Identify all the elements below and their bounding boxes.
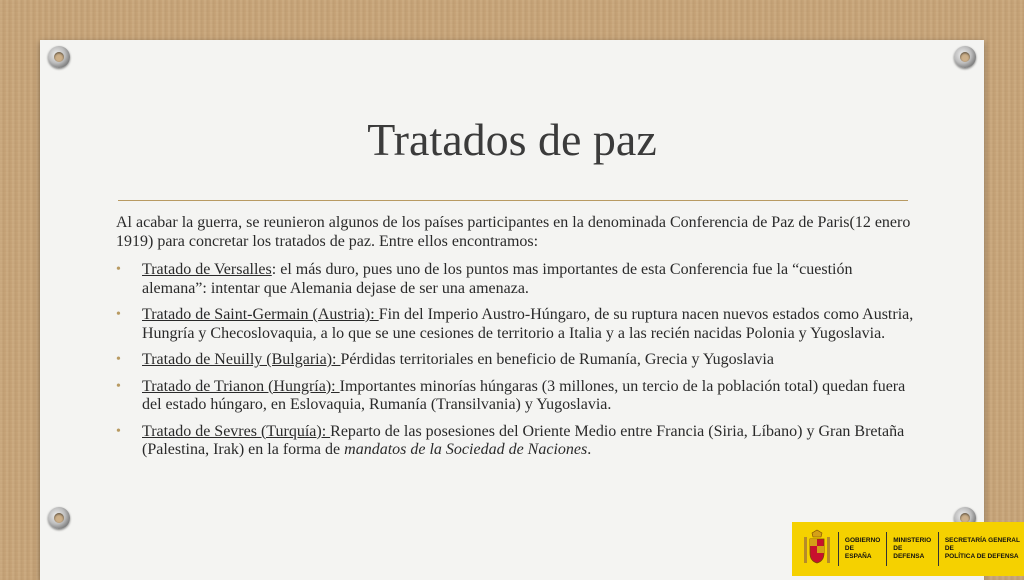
slide-body bbox=[116, 214, 916, 468]
slide-title: Tratados de paz bbox=[367, 114, 657, 165]
treaty-name: Tratado de Saint-Germain (Austria): bbox=[142, 306, 379, 323]
list-item bbox=[116, 306, 916, 343]
coat-of-arms-icon bbox=[802, 529, 832, 569]
bullet-icon: • bbox=[116, 423, 121, 439]
title-divider bbox=[118, 200, 908, 201]
logo-divider bbox=[838, 532, 839, 566]
treaty-end: . bbox=[587, 441, 592, 458]
logo-secretaria bbox=[945, 537, 1024, 561]
treaty-italic-text: mandatos de la Sociedad de Naciones bbox=[344, 441, 588, 458]
logo-text-line: MINISTERIO bbox=[893, 537, 932, 544]
logo-text-line: DE DEFENSA bbox=[893, 545, 925, 560]
grommet-icon bbox=[48, 507, 70, 529]
intro-paragraph: Al acabar la guerra, se reunieron algunos de los países participantes en la denominada Conferencia de Paz de Paris(12 enero 1919) para concretar los tratados de paz. Entre ellos encontramos: bbox=[116, 214, 911, 250]
bullet-icon: • bbox=[116, 352, 121, 367]
logo-text-line: POLÍTICA DE DEFENSA bbox=[944, 553, 1019, 560]
bullet-icon: • bbox=[116, 378, 121, 394]
government-logo bbox=[792, 522, 1024, 576]
treaty-text: Reparto de las posesiones del Oriente Medio entre Francia (Siria, Líbano) y Gran Bretaña (Palestina, Irak) en la forma de bbox=[142, 422, 905, 458]
treaty-name: Tratado de Trianon (Hungría): bbox=[142, 377, 340, 395]
logo-gobierno bbox=[845, 537, 880, 561]
logo-text-line: GOBIERNO bbox=[844, 537, 881, 544]
logo-text-line: DE ESPAÑA bbox=[844, 545, 872, 560]
logo-divider bbox=[938, 532, 939, 566]
treaty-list bbox=[116, 261, 916, 460]
logo-text-line: SECRETARÍA GENERAL DE bbox=[944, 537, 1020, 552]
bullet-icon: • bbox=[116, 307, 121, 322]
bullet-icon: • bbox=[116, 262, 121, 277]
grommet-icon bbox=[954, 46, 976, 68]
list-item bbox=[116, 261, 916, 298]
treaty-name: Tratado de Neuilly (Bulgaria): bbox=[142, 351, 341, 368]
treaty-name: Tratado de Versalles bbox=[142, 261, 272, 278]
list-item bbox=[116, 423, 916, 460]
logo-ministerio bbox=[893, 537, 932, 561]
logo-divider bbox=[886, 532, 887, 566]
treaty-text: Importantes minorías húngaras (3 millones, un tercio de la población total) quedan fuera del estado húngaro, en Eslovaquia, Rumanía (Transilvania) y Yugoslavia. bbox=[142, 377, 906, 413]
grommet-icon bbox=[48, 46, 70, 68]
treaty-text: Pérdidas territoriales en beneficio de Rumanía, Grecia y Yugoslavia bbox=[340, 351, 774, 368]
treaty-name: Tratado de Sevres (Turquía): bbox=[142, 422, 331, 440]
list-item bbox=[116, 351, 916, 370]
treaty-text: : el más duro, pues uno de los puntos mas importantes de esta Conferencia fue la “cuestión alemana”: intentar que Alemania dejase de ser una amenaza. bbox=[142, 261, 853, 297]
list-item bbox=[116, 378, 916, 415]
treaty-text: Fin del Imperio Austro-Húngaro, de su ruptura nacen nuevos estados como Austria, Hungría y Checoslovaquia, a lo que se une cesiones de territorio a Italia y a las recién nacidas Polonia y Yugoslavia. bbox=[142, 306, 914, 342]
